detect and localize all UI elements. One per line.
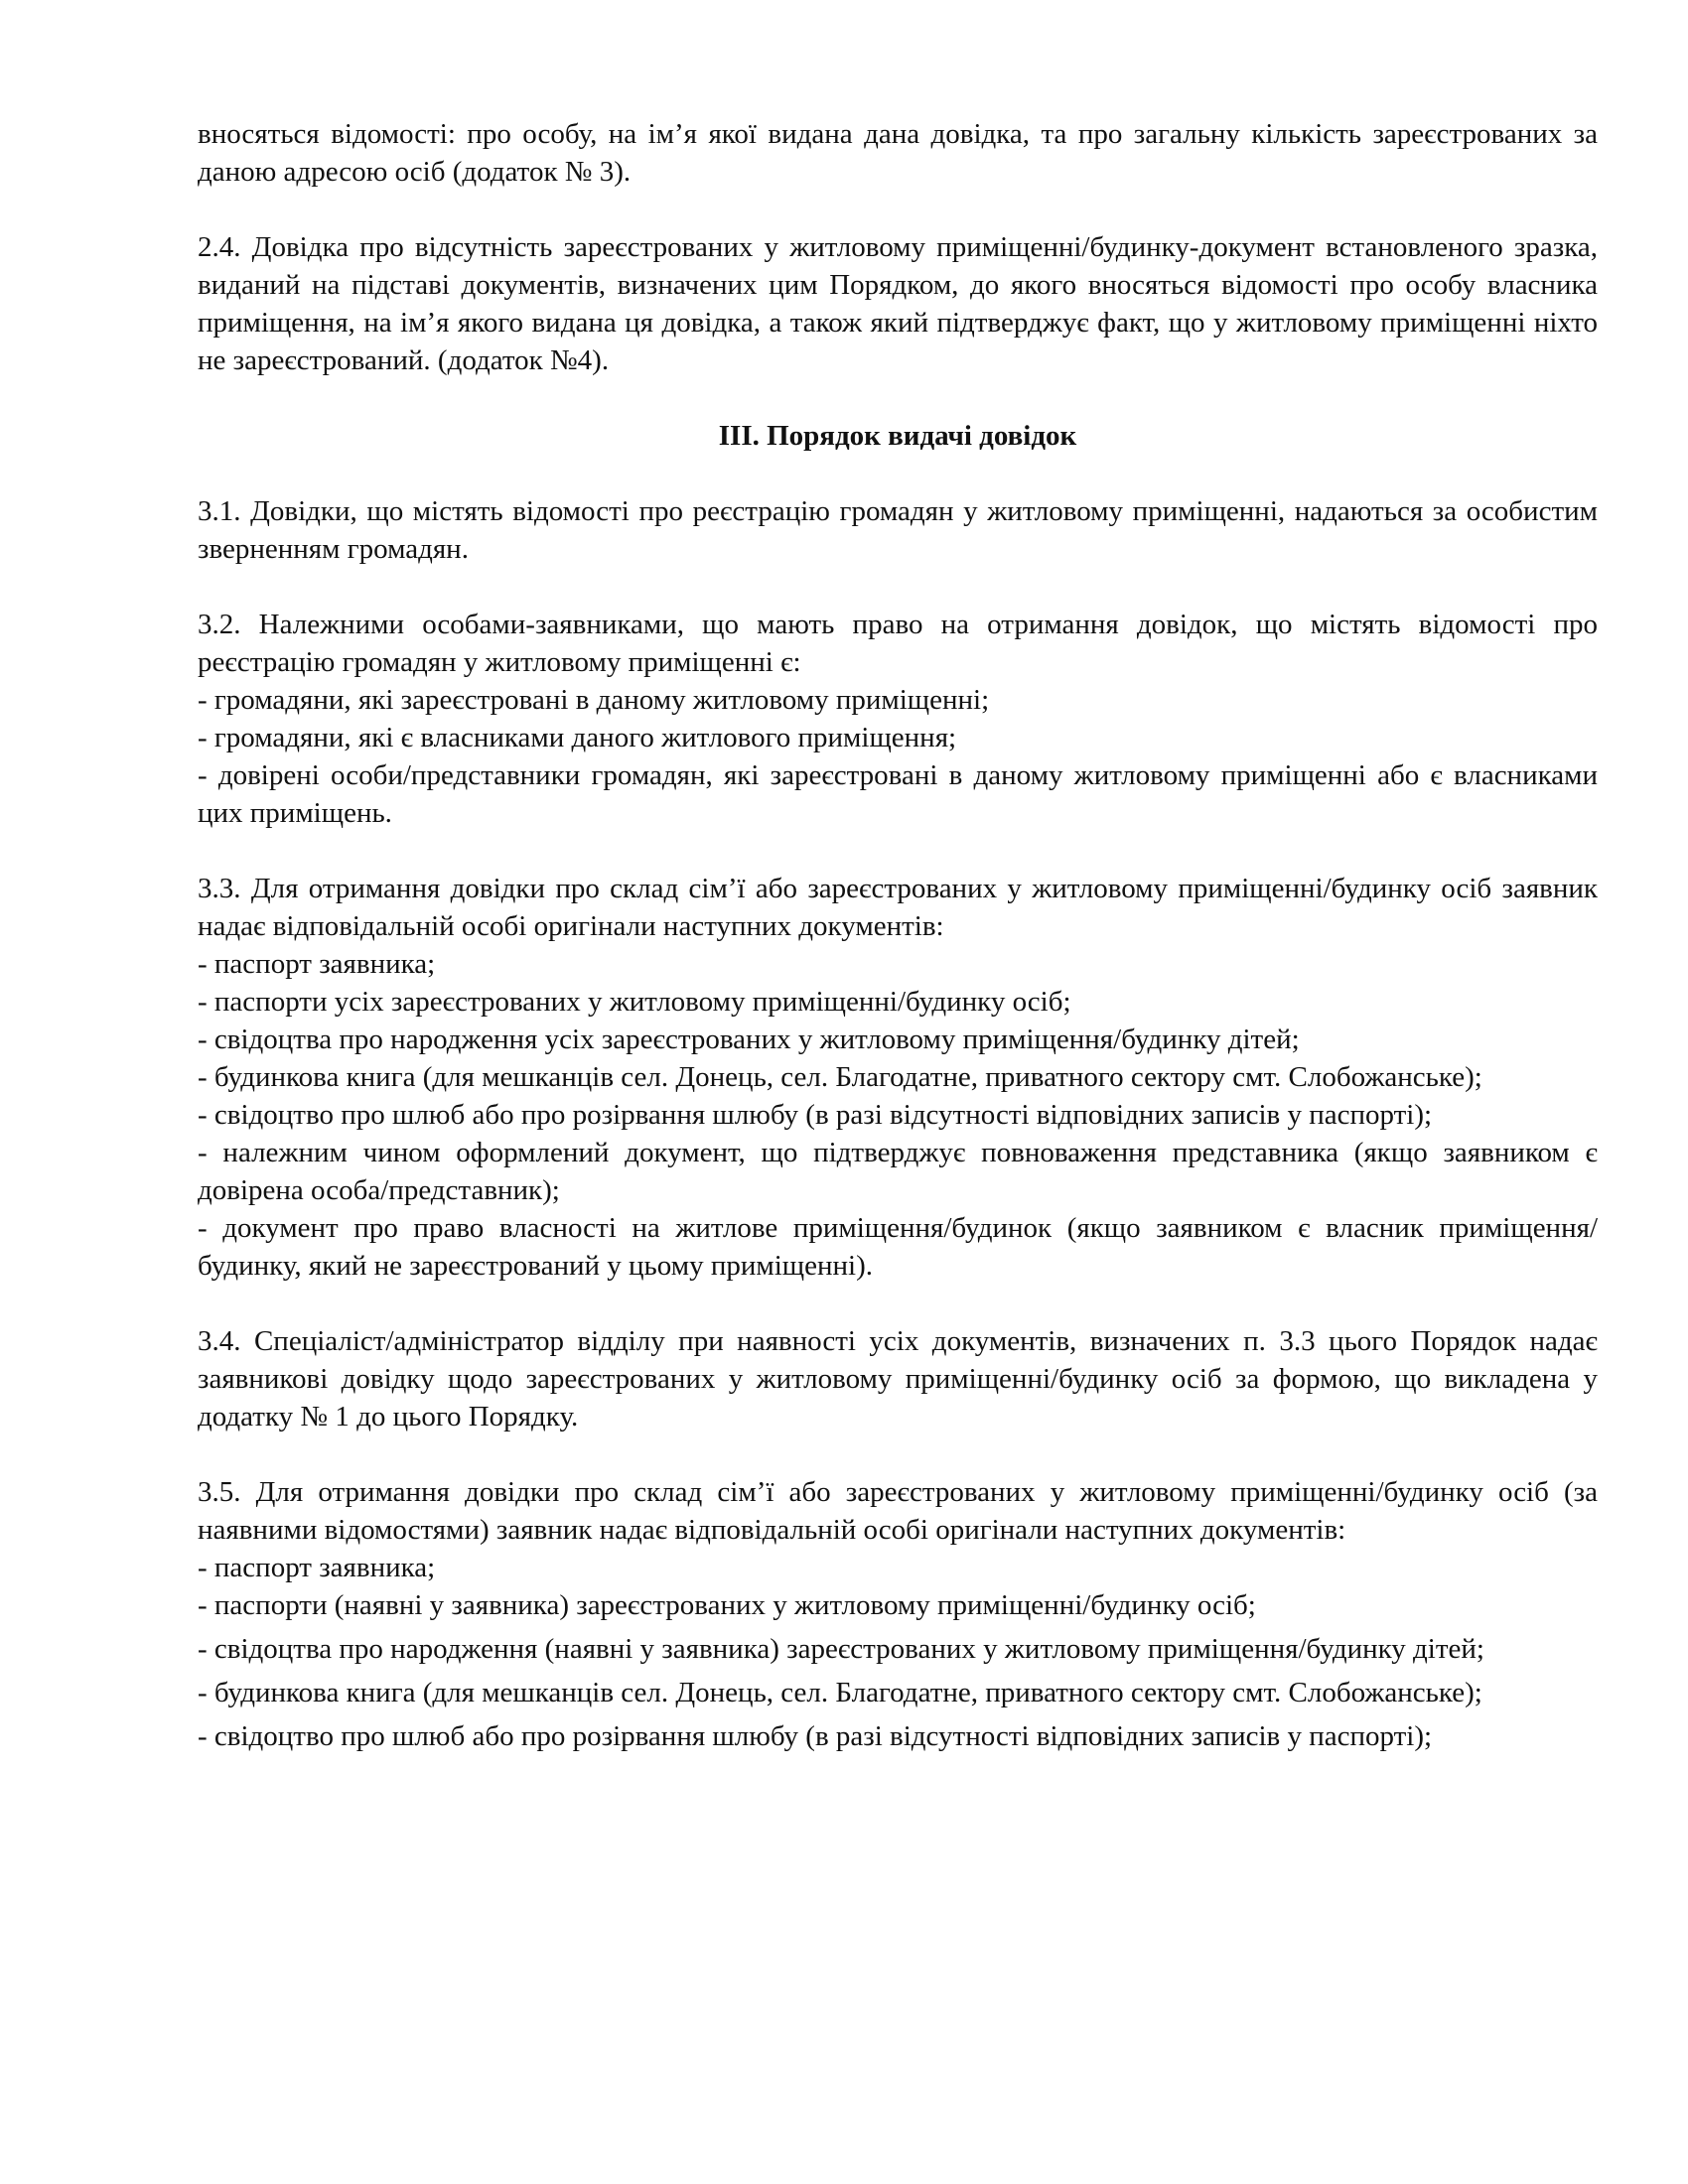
list-item: - свідоцтва про народження (наявні у заявника) зареєстрованих у житловому приміщення/будинку дітей; xyxy=(198,1633,1484,1665)
list-item: - будинкова книга (для мешканців сел. Донець, сел. Благодатне, приватного сектору смт. Слобожанське); xyxy=(198,1061,1482,1093)
paragraph-3-3: 3.3. Для отримання довідки про склад сім’ї або зареєстрованих у житловому приміщенні/будинку осіб заявник надає відповідальній особі оригінали наступних документів: xyxy=(198,873,1598,942)
list-item: - паспорти усіх зареєстрованих у житловому приміщенні/будинку осіб; xyxy=(198,986,1071,1018)
list-item: - свідоцтво про шлюб або про розірвання шлюбу (в разі відсутності відповідних записів у паспорті); xyxy=(198,1099,1433,1131)
section-3-3 xyxy=(198,870,1598,1285)
list-item: - будинкова книга (для мешканців сел. Донець, сел. Благодатне, приватного сектору смт. Слобожанське); xyxy=(198,1677,1482,1708)
section-heading-3: ІІІ. Порядок видачі довідок xyxy=(718,420,1077,452)
list-item: - свідоцтво про шлюб або про розірвання шлюбу (в разі відсутності відповідних записів у паспорті); xyxy=(198,1720,1433,1752)
list-item: - громадяни, які є власниками даного житлового приміщення; xyxy=(198,722,957,753)
document-page xyxy=(198,115,1598,1755)
list-item: - паспорти (наявні у заявника) зареєстрованих у житловому приміщенні/будинку осіб; xyxy=(198,1589,1256,1621)
paragraph-3-1: 3.1. Довідки, що містять відомості про реєстрацію громадян у житловому приміщенні, надаються за особистим зверненням громадян. xyxy=(198,495,1598,565)
list-item: - довірені особи/представники громадян, які зареєстровані в даному житловому приміщенні або є власниками цих приміщень. xyxy=(198,759,1598,829)
paragraph-2-4: 2.4. Довідка про відсутність зареєстрованих у житловому приміщенні/будинку-документ встановленого зразка, виданий на підставі документів, визначених цим Порядком, до якого вносяться відомості про особу власника приміщення, на ім’я якого видана ця довідка, а також який підтверджує факт, що у житловому приміщенні ніхто не зареєстрований. (додаток №4). xyxy=(198,231,1598,376)
list-item: - свідоцтва про народження усіх зареєстрованих у житловому приміщення/будинку дітей; xyxy=(198,1024,1300,1055)
section-3-2 xyxy=(198,606,1598,832)
list-item: - паспорт заявника; xyxy=(198,1552,436,1583)
paragraph-continuation: вносяться відомості: про особу, на ім’я якої видана дана довідка, та про загальну кількість зареєстрованих за даною адресою осіб (додаток № 3). xyxy=(198,118,1598,188)
list-item: - документ про право власності на житлове приміщення/будинок (якщо заявником є власник приміщення/будинку, який не зареєстрований у цьому приміщенні). xyxy=(198,1212,1598,1282)
section-3-5 xyxy=(198,1473,1598,1755)
paragraph-3-5: 3.5. Для отримання довідки про склад сім’ї або зареєстрованих у житловому приміщенні/будинку осіб (за наявними відомостями) заявник надає відповідальній особі оригінали наступних документів: xyxy=(198,1476,1598,1546)
list-item: - належним чином оформлений документ, що підтверджує повноваження представника (якщо заявником є довірена особа/представник); xyxy=(198,1137,1598,1206)
list-item: - паспорт заявника; xyxy=(198,948,436,980)
list-item: - громадяни, які зареєстровані в даному житловому приміщенні; xyxy=(198,684,990,716)
paragraph-3-4: 3.4. Спеціаліст/адміністратор відділу при наявності усіх документів, визначених п. 3.3 цього Порядок надає заявникові довідку щодо зареєстрованих у житловому приміщенні/будинку осіб за формою, що викладена у додатку № 1 до цього Порядку. xyxy=(198,1325,1598,1433)
paragraph-3-2: 3.2. Належними особами-заявниками, що мають право на отримання довідок, що містять відомості про реєстрацію громадян у житловому приміщенні є: xyxy=(198,609,1598,678)
